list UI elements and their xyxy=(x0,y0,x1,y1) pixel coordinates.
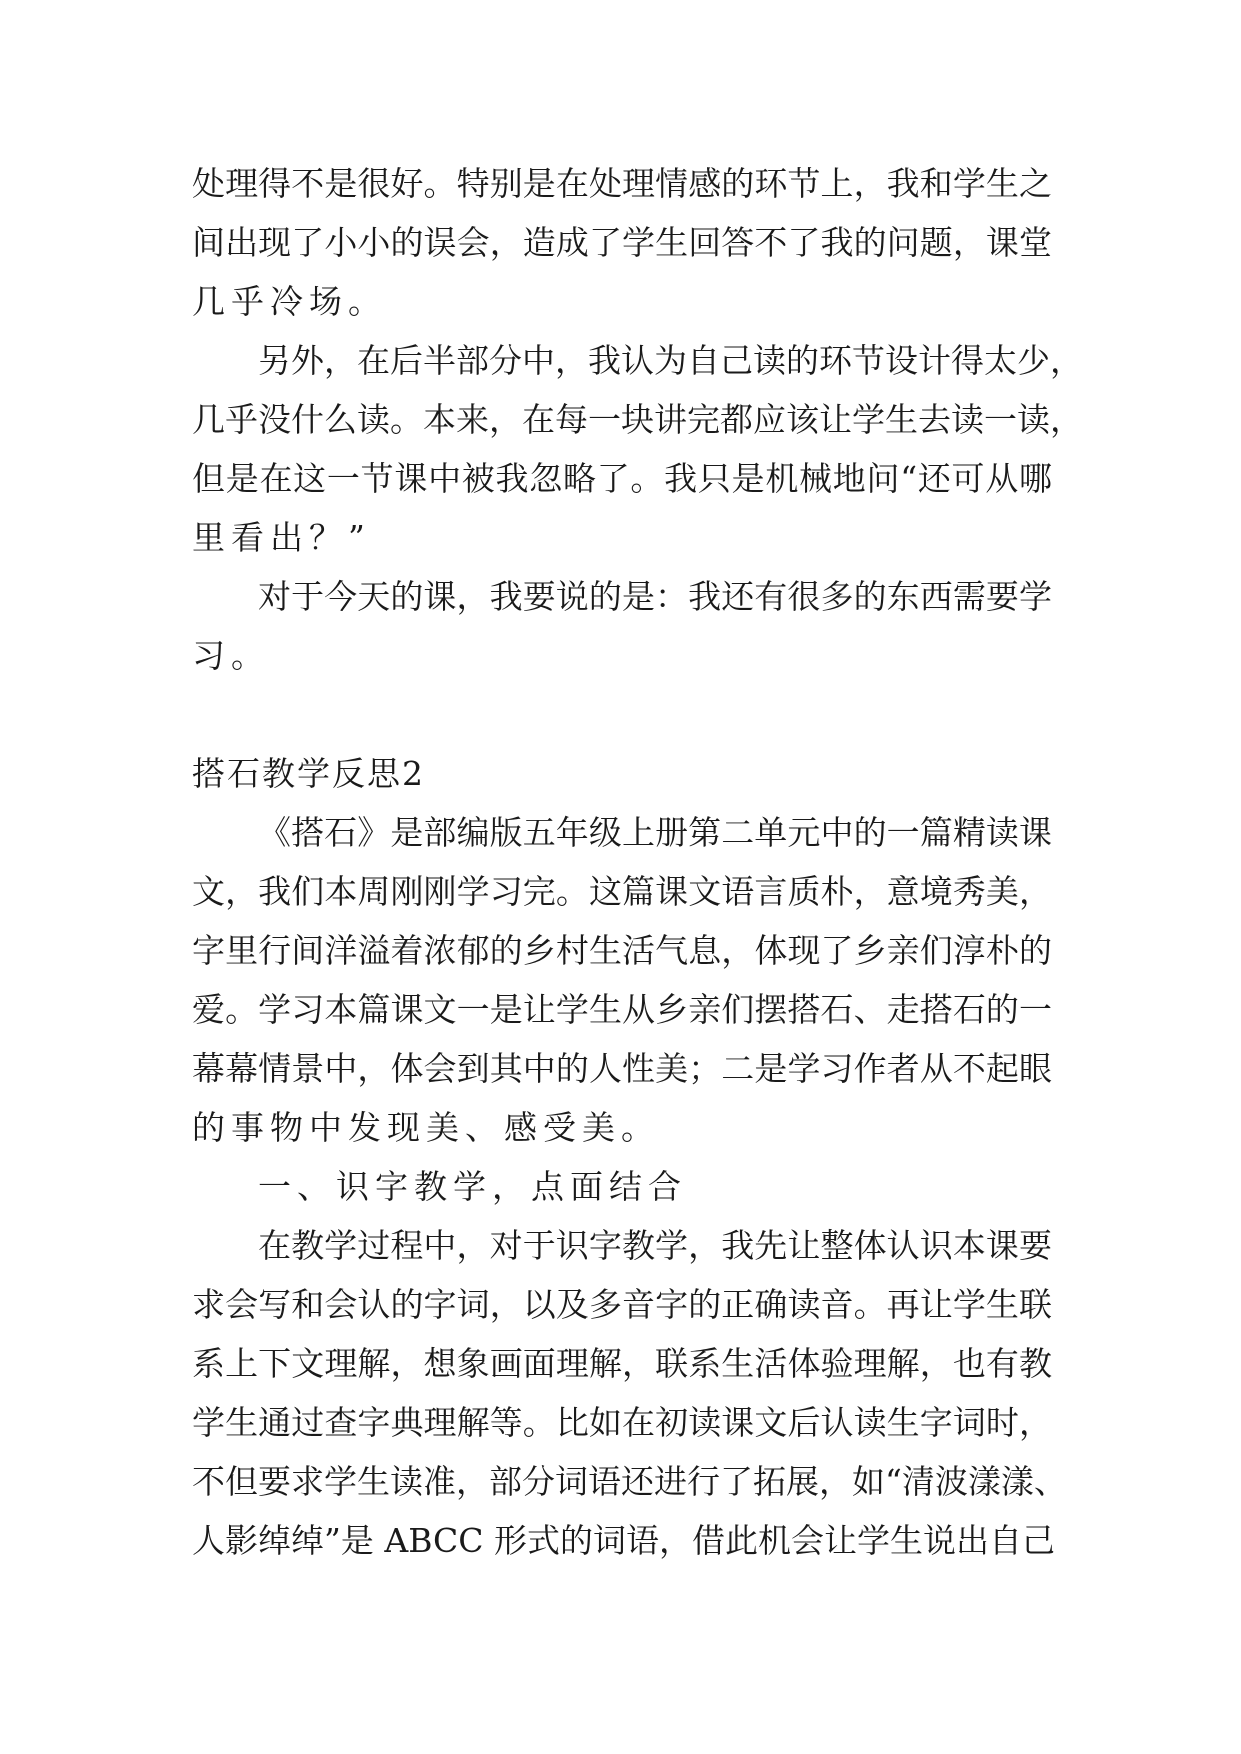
text-line: 处理得不是很好。特别是在处理情感的环节上，我和学生之 xyxy=(192,164,1052,203)
text-line: 爱。学习本篇课文一是让学生从乡亲们摆搭石、走搭石的一 xyxy=(192,990,1052,1029)
text-line: 系上下文理解，想象画面理解，联系生活体验理解，也有教 xyxy=(192,1344,1052,1383)
text-line: 但是在这一节课中被我忽略了。我只是机械地问“还可从哪 xyxy=(192,459,1052,498)
text-line: 幕幕情景中，体会到其中的人性美；二是学习作者从不起眼 xyxy=(192,1049,1052,1088)
text-line: 另外，在后半部分中，我认为自己读的环节设计得太少， xyxy=(258,341,1083,380)
text-line: 几乎冷场。 xyxy=(192,282,387,321)
document-page xyxy=(192,154,1083,1570)
text-line: 在教学过程中，对于识字教学，我先让整体认识本课要 xyxy=(258,1226,1052,1265)
text-line: 字里行间洋溢着浓郁的乡村生活气息，体现了乡亲们淳朴的 xyxy=(192,931,1052,970)
text-line: 习。 xyxy=(192,636,270,675)
text-line: 学生通过查字典理解等。比如在初读课文后认读生字词时， xyxy=(192,1403,1052,1442)
text-line: 间出现了小小的误会，造成了学生回答不了我的问题，课堂 xyxy=(192,223,1052,262)
text-line: 里看出？” xyxy=(192,518,371,557)
section-spacer xyxy=(192,685,1052,744)
text-line: 对于今天的课，我要说的是：我还有很多的东西需要学 xyxy=(258,577,1052,616)
paragraph-3 xyxy=(192,567,1052,685)
paragraph-4 xyxy=(192,803,1052,1157)
paragraph-5 xyxy=(192,1216,1067,1570)
paragraph-1 xyxy=(192,154,1052,331)
text-line: 文，我们本周刚刚学习完。这篇课文语言质朴，意境秀美， xyxy=(192,872,1052,911)
text-line: 几乎没什么读。本来，在每一块讲完都应该让学生去读一读， xyxy=(192,400,1083,439)
text-line: 人影绰绰”是 ABCC 形式的词语，借此机会让学生说出自己 xyxy=(192,1521,1056,1560)
subheading-literacy-teaching: 一、识字教学，点面结合 xyxy=(258,1167,687,1206)
section-heading: 搭石教学反思2 xyxy=(192,754,425,793)
text-line: 的事物中发现美、感受美。 xyxy=(192,1108,660,1147)
paragraph-2 xyxy=(192,331,1083,567)
text-line: 求会写和会认的字词，以及多音字的正确读音。再让学生联 xyxy=(192,1285,1052,1324)
text-line: 不但要求学生读准，部分词语还进行了拓展，如“清波漾漾、 xyxy=(192,1462,1067,1501)
text-line: 《搭石》是部编版五年级上册第二单元中的一篇精读课 xyxy=(258,813,1052,852)
